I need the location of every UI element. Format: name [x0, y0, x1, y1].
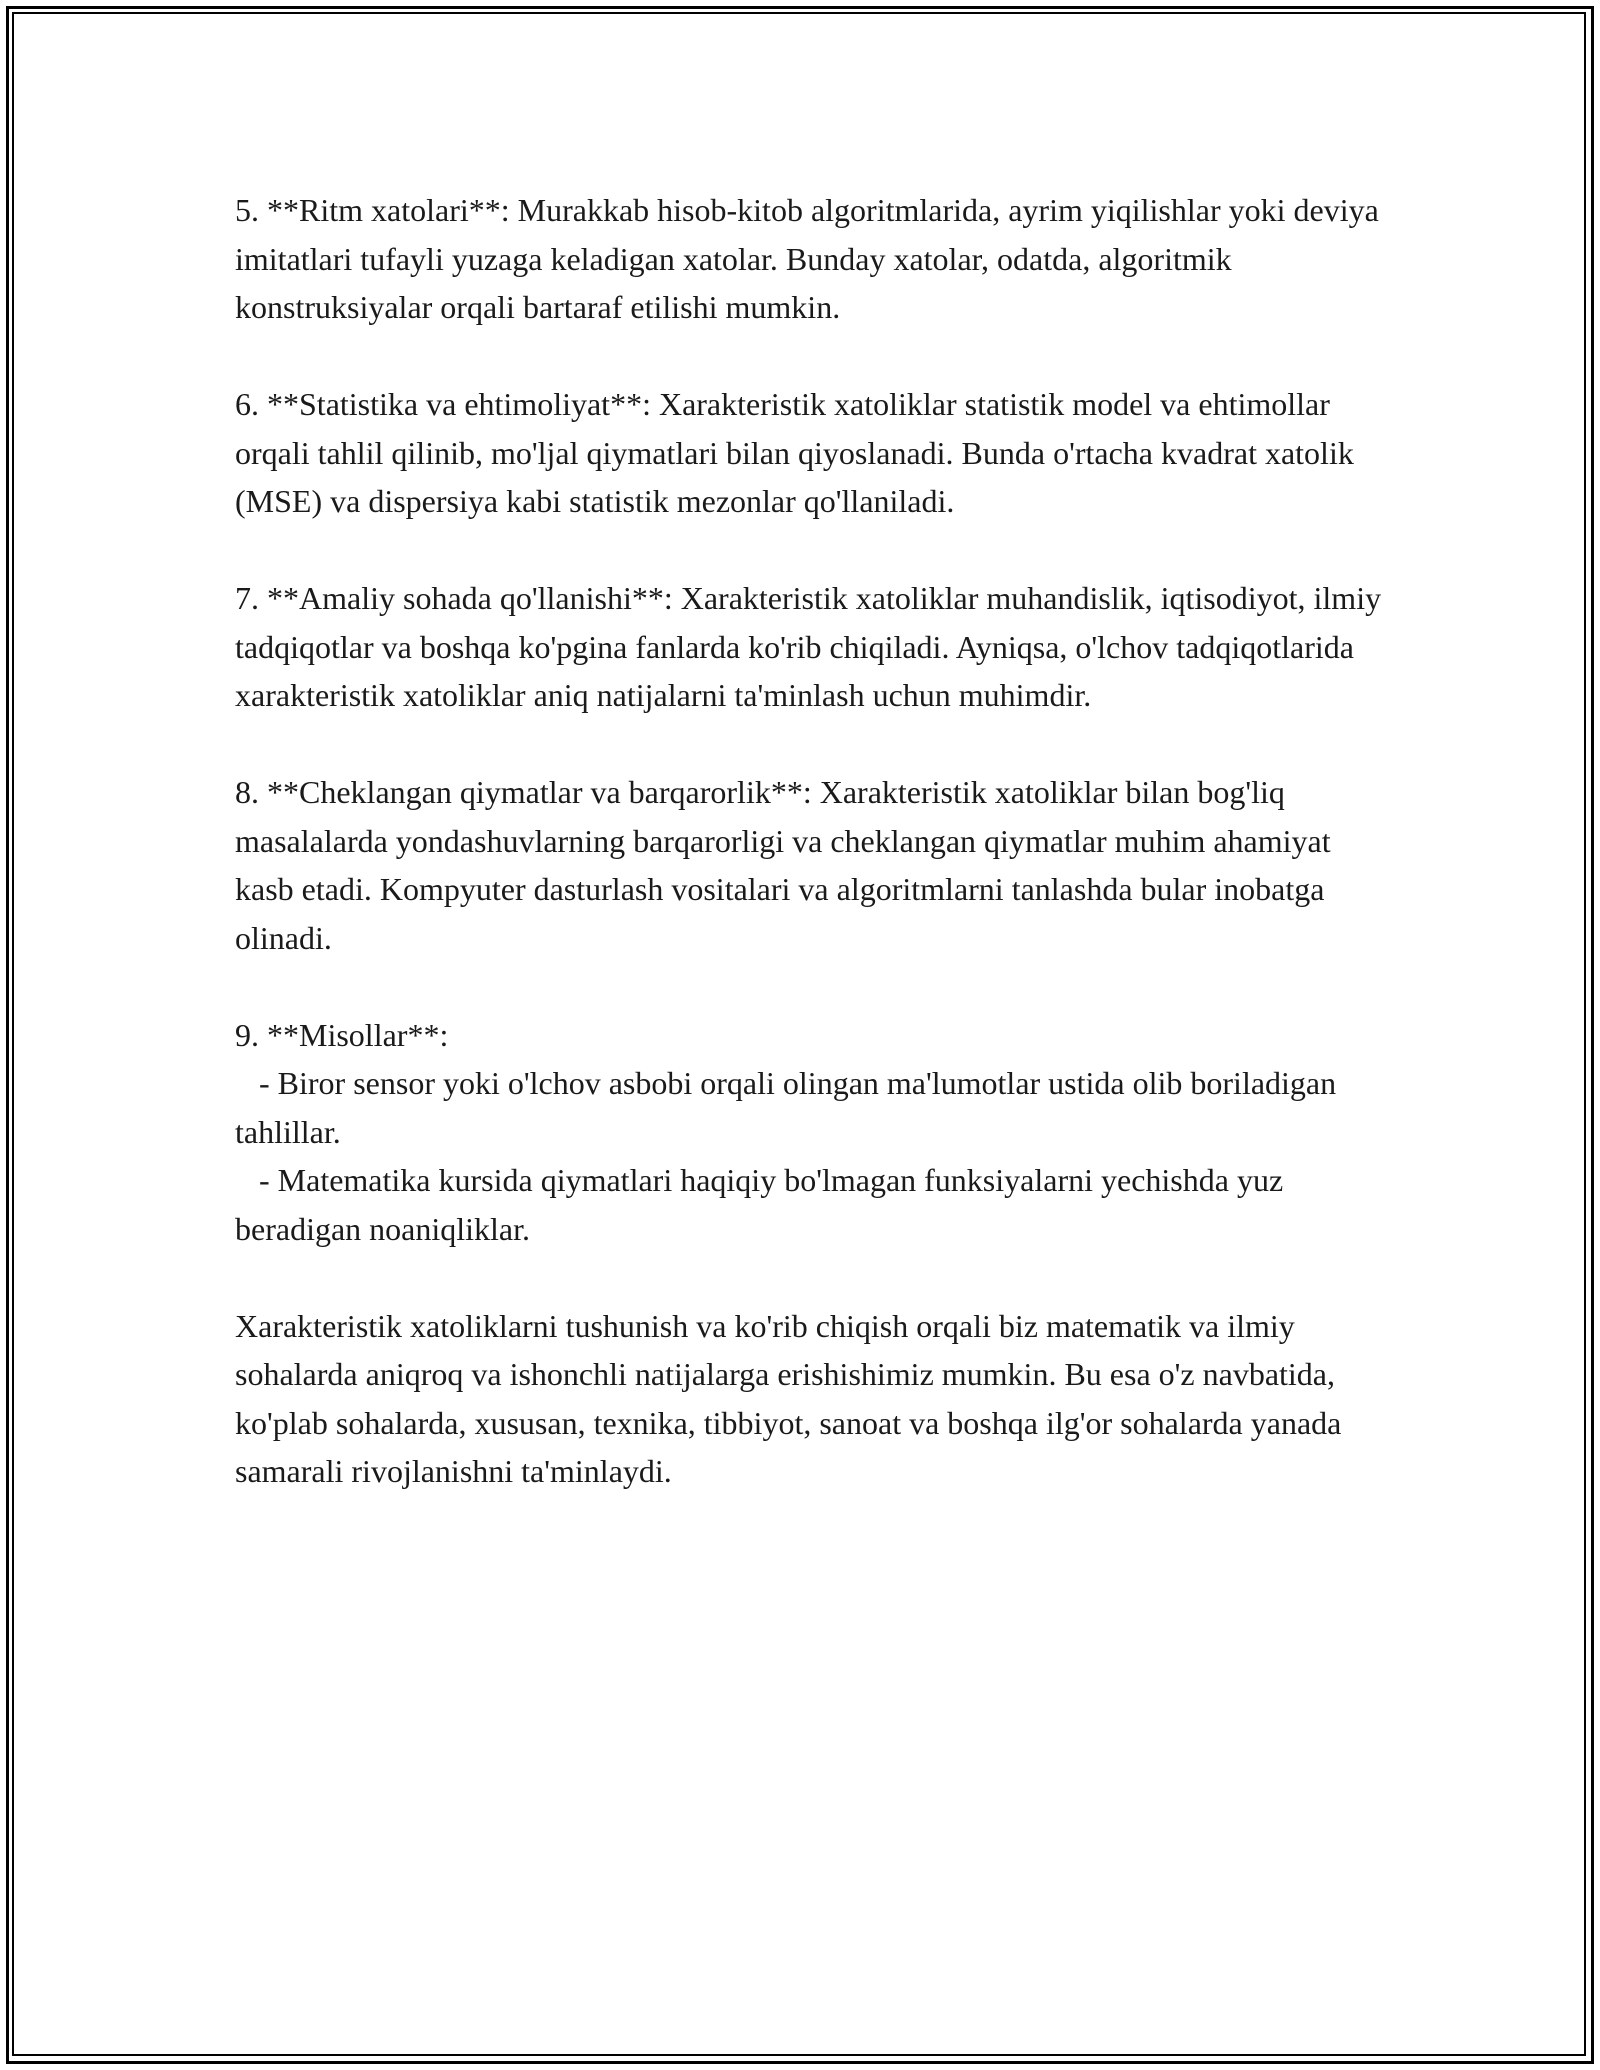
- document-body: [235, 186, 1385, 1496]
- paragraph-ritm-xatolari: 5. **Ritm xatolari**: Murakkab hisob-kitob algoritmlarida, ayrim yiqilishlar yoki deviya imitatlari tufayli yuzaga keladigan xatolar. Bunday xatolar, odatda, algoritmik konstruksiyalar orqali bartaraf etilishi mumkin.: [235, 192, 1379, 325]
- examples-heading: 9. **Misollar**:: [235, 1016, 449, 1053]
- example-item-text: - Biror sensor yoki o'lchov asbobi orqali olingan ma'lumotlar ustida olib boriladigan tahlillar.: [235, 1065, 1337, 1150]
- example-item: [235, 1156, 1385, 1253]
- example-item: [235, 1059, 1385, 1156]
- paragraph-conclusion: Xarakteristik xatoliklarni tushunish va ko'rib chiqish orqali biz matematik va ilmiy sohalarda aniqroq va ishonchli natijalarga erishishimiz mumkin. Bu esa o'z navbatida, ko'plab sohalarda, xususan, texnika, tibbiyot, sanoat va boshqa ilg'or sohalarda yanada samarali rivojlanishni ta'minlaydi.: [235, 1307, 1342, 1489]
- examples-section: [235, 1011, 1385, 1254]
- example-item-text: - Matematika kursida qiymatlari haqiqiy bo'lmagan funksiyalarni yechishda yuz beradigan noaniqliklar.: [235, 1162, 1284, 1247]
- paragraph-amaliy-soha: 7. **Amaliy sohada qo'llanishi**: Xarakteristik xatoliklar muhandislik, iqtisodiyot, ilmiy tadqiqotlar va boshqa ko'pgina fanlarda ko'rib chiqiladi. Ayniqsa, o'lchov tadqiqotlarida xarakteristik xatoliklar aniq natijalarni ta'minlash uchun muhimdir.: [235, 580, 1382, 713]
- paragraph-cheklangan-qiymatlar: 8. **Cheklangan qiymatlar va barqarorlik**: Xarakteristik xatoliklar bilan bog'liq masalalarda yondashuvlarning barqarorligi va cheklangan qiymatlar muhim ahamiyat kasb etadi. Kompyuter dasturlash vositalari va algoritmlarni tanlashda bular inobatga olinadi.: [235, 774, 1331, 956]
- paragraph-statistika: 6. **Statistika va ehtimoliyat**: Xarakteristik xatoliklar statistik model va ehtimollar orqali tahlil qilinib, mo'ljal qiymatlari bilan qiyoslanadi. Bunda o'rtacha kvadrat xatolik (MSE) va dispersiya kabi statistik mezonlar qo'llaniladi.: [235, 386, 1354, 519]
